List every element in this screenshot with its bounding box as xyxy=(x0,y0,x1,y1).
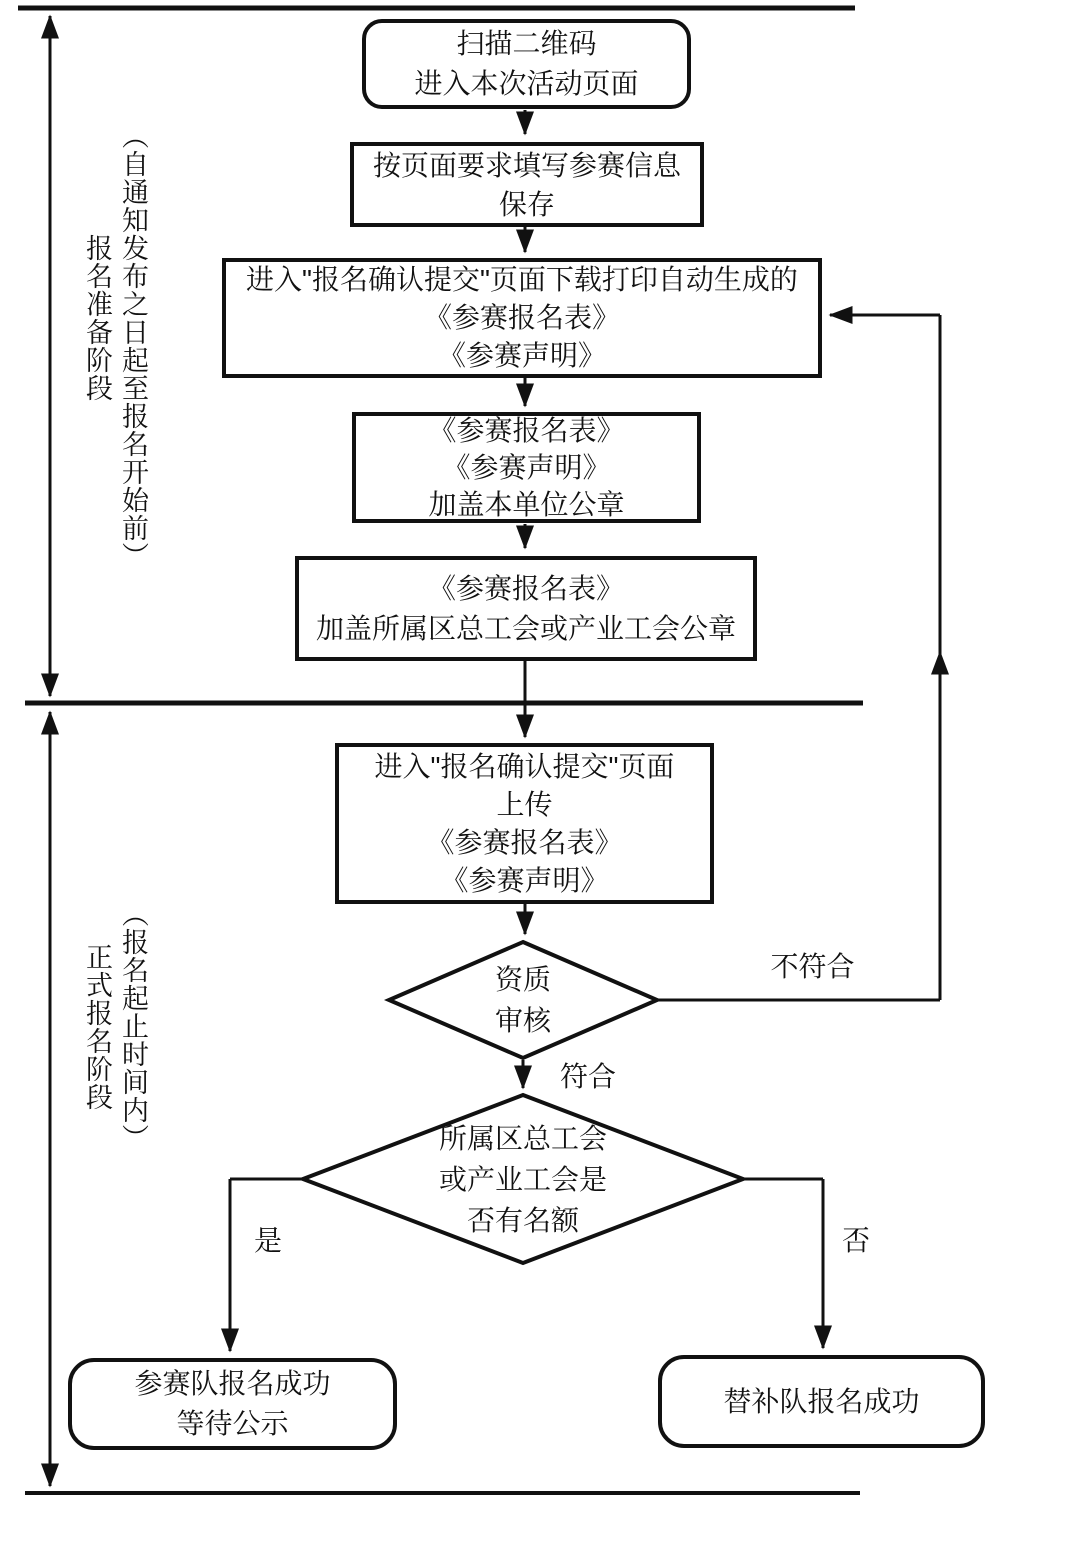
node-download-print-line2: 《参赛报名表》 xyxy=(423,302,620,333)
node-download-print-line1: 进入"报名确认提交"页面下载打印自动生成的 xyxy=(246,264,798,295)
node-seal-unit-line1: 《参赛报名表》 xyxy=(428,415,625,446)
decision-quota-label xyxy=(383,1116,663,1242)
node-upload-forms-line3: 《参赛报名表》 xyxy=(426,826,623,858)
stage2-name-label: 正式报名阶段 xyxy=(82,943,112,1111)
node-seal-union-line1: 《参赛报名表》 xyxy=(427,572,624,604)
node-seal-unit-line3: 加盖本单位公章 xyxy=(428,489,625,520)
node-fill-info-line2: 保存 xyxy=(498,188,555,220)
node-upload-forms xyxy=(335,743,714,904)
node-scan-qrcode-line2: 进入本次活动页面 xyxy=(414,68,639,99)
stage1-range-label: （自通知发布之日起至报名开始前） xyxy=(118,122,148,570)
stage2-range-label: （报名起止时间内） xyxy=(118,900,148,1152)
node-upload-forms-line4: 《参赛声明》 xyxy=(440,864,609,896)
node-seal-union-line2: 加盖所属区总工会或产业工会公章 xyxy=(315,612,736,644)
node-sub-success-line1: 替补队报名成功 xyxy=(723,1385,920,1417)
decision-review-line2: 审核 xyxy=(494,1005,551,1036)
node-seal-unit xyxy=(352,412,701,523)
edge-label-yes: 是 xyxy=(253,1225,282,1256)
node-upload-forms-line2: 上传 xyxy=(496,788,553,820)
node-fill-info-line1: 按页面要求填写参赛信息 xyxy=(372,149,681,181)
stage1-name-label: 报名准备阶段 xyxy=(82,234,112,402)
node-download-print xyxy=(222,258,822,378)
node-team-success-line1: 参赛队报名成功 xyxy=(134,1368,331,1399)
edge-label-not-qualified: 不符合 xyxy=(770,951,855,982)
edge-label-no: 否 xyxy=(841,1225,870,1256)
node-scan-qrcode-line1: 扫描二维码 xyxy=(456,28,597,59)
node-sub-success xyxy=(658,1355,985,1448)
node-scan-qrcode xyxy=(362,19,691,109)
node-seal-unit-line2: 《参赛声明》 xyxy=(442,452,611,483)
edge-label-qualified: 符合 xyxy=(559,1061,616,1092)
node-team-success-line2: 等待公示 xyxy=(176,1408,289,1439)
decision-quota-line1: 所属区总工会 xyxy=(438,1122,607,1154)
decision-review-label xyxy=(423,958,623,1042)
node-upload-forms-line1: 进入"报名确认提交"页面 xyxy=(374,750,675,782)
node-download-print-line3: 《参赛声明》 xyxy=(437,340,606,371)
decision-quota-line3: 否有名额 xyxy=(466,1204,579,1236)
node-seal-union xyxy=(295,556,757,661)
decision-review-line1: 资质 xyxy=(494,964,551,995)
node-team-success xyxy=(68,1358,397,1450)
node-fill-info xyxy=(350,142,704,227)
decision-quota-line2: 或产业工会是 xyxy=(438,1163,607,1195)
